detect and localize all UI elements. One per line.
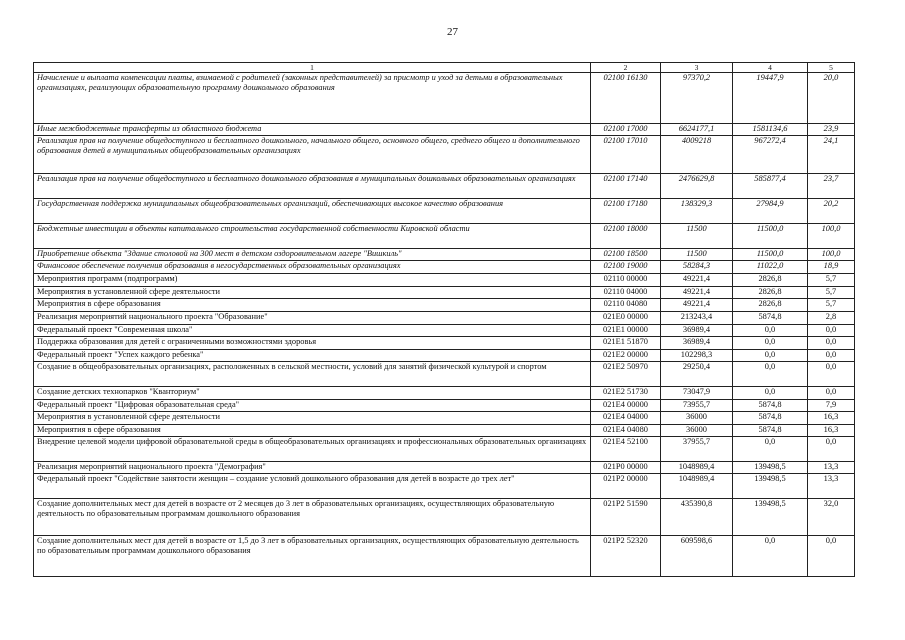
row-value-col5: 32,0 <box>808 499 855 536</box>
row-value-col3: 36989,4 <box>661 325 733 337</box>
row-value-col3: 11500 <box>661 249 733 261</box>
row-name-cell: Мероприятия в сфере образования <box>34 425 591 437</box>
row-value-col3: 609598,6 <box>661 536 733 577</box>
table-row <box>34 124 855 136</box>
row-name-cell: Федеральный проект "Современная школа" <box>34 325 591 337</box>
row-value-col5: 18,9 <box>808 261 855 274</box>
row-code-cell: 021E1 00000 <box>591 325 661 337</box>
row-value-col3: 36000 <box>661 412 733 425</box>
header-col-4: 4 <box>733 63 808 73</box>
row-name-cell: Реализация прав на получение общедоступного и бесплатного дошкольного образования в муниципальных дошкольных образовательных организациях <box>34 174 591 199</box>
row-name-cell: Внедрение целевой модели цифровой образовательной среды в общеобразовательных организациях и профессиональных образовательных организациях <box>34 437 591 462</box>
row-name-cell: Реализация мероприятий национального проекта "Образование" <box>34 312 591 325</box>
row-code-cell: 02100 17140 <box>591 174 661 199</box>
row-value-col4: 5874,8 <box>733 412 808 425</box>
row-value-col4: 11022,0 <box>733 261 808 274</box>
row-value-col5: 20,0 <box>808 73 855 124</box>
row-code-cell: 021P2 52320 <box>591 536 661 577</box>
row-value-col4: 139498,5 <box>733 462 808 474</box>
row-code-cell: 02110 00000 <box>591 274 661 287</box>
row-name-cell: Мероприятия в установленной сфере деятельности <box>34 412 591 425</box>
row-value-col3: 36989,4 <box>661 337 733 350</box>
page-number: 27 <box>447 26 458 38</box>
row-value-col3: 102298,3 <box>661 350 733 362</box>
row-value-col3: 58284,3 <box>661 261 733 274</box>
row-value-col4: 19447,9 <box>733 73 808 124</box>
row-value-col4: 585877,4 <box>733 174 808 199</box>
row-value-col5: 0,0 <box>808 337 855 350</box>
row-value-col3: 49221,4 <box>661 274 733 287</box>
row-value-col3: 49221,4 <box>661 299 733 312</box>
table-row <box>34 261 855 274</box>
row-value-col3: 29250,4 <box>661 362 733 387</box>
row-value-col5: 23,9 <box>808 124 855 136</box>
row-value-col4: 27984,9 <box>733 199 808 224</box>
row-code-cell: 02100 17180 <box>591 199 661 224</box>
row-code-cell: 021E2 51730 <box>591 387 661 400</box>
table-row <box>34 337 855 350</box>
row-value-col4: 967272,4 <box>733 136 808 174</box>
row-name-cell: Создание в общеобразовательных организациях, расположенных в сельской местности, условий для занятий физической культурой и спортом <box>34 362 591 387</box>
table-row <box>34 412 855 425</box>
row-value-col3: 49221,4 <box>661 287 733 299</box>
row-name-cell: Федеральный проект "Содействие занятости женщин – создание условий дошкольного образования для детей в возрасте до трех лет" <box>34 474 591 499</box>
row-value-col3: 4009218 <box>661 136 733 174</box>
row-value-col4: 11500,0 <box>733 224 808 249</box>
row-code-cell: 021P2 51590 <box>591 499 661 536</box>
row-value-col5: 0,0 <box>808 325 855 337</box>
row-name-cell: Реализация прав на получение общедоступного и бесплатного дошкольного, начального общего, основного общего, среднего общего и дополнительного образования детей в муниципальных общеобразовательных организациях <box>34 136 591 174</box>
table-row <box>34 362 855 387</box>
row-value-col5: 0,0 <box>808 437 855 462</box>
table-row <box>34 536 855 577</box>
row-value-col4: 2826,8 <box>733 287 808 299</box>
table-row <box>34 136 855 174</box>
row-code-cell: 02100 18000 <box>591 224 661 249</box>
row-code-cell: 021E2 00000 <box>591 350 661 362</box>
row-value-col4: 0,0 <box>733 325 808 337</box>
row-code-cell: 021E1 51870 <box>591 337 661 350</box>
row-name-cell: Создание дополнительных мест для детей в возрасте от 2 месяцев до 3 лет в образовательных организациях, осуществляющих образовательную деятельность по образовательным программам дошкольного образования <box>34 499 591 536</box>
row-value-col5: 20,2 <box>808 199 855 224</box>
row-value-col4: 0,0 <box>733 337 808 350</box>
row-name-cell: Мероприятия в сфере образования <box>34 299 591 312</box>
header-col-2: 2 <box>591 63 661 73</box>
table-row <box>34 425 855 437</box>
table-row <box>34 437 855 462</box>
table-header-row <box>34 63 855 73</box>
row-value-col5: 23,7 <box>808 174 855 199</box>
row-code-cell: 021E0 00000 <box>591 312 661 325</box>
row-value-col3: 213243,4 <box>661 312 733 325</box>
budget-table <box>33 62 855 577</box>
row-name-cell: Мероприятия программ (подпрограмм) <box>34 274 591 287</box>
row-value-col5: 100,0 <box>808 249 855 261</box>
table-row <box>34 350 855 362</box>
row-code-cell: 021E4 04080 <box>591 425 661 437</box>
row-value-col4: 0,0 <box>733 362 808 387</box>
row-code-cell: 021P2 00000 <box>591 474 661 499</box>
row-value-col5: 13,3 <box>808 462 855 474</box>
table-row <box>34 224 855 249</box>
row-name-cell: Федеральный проект "Цифровая образовательная среда" <box>34 400 591 412</box>
row-name-cell: Бюджетные инвестиции в объекты капитального строительства государственной собственности Кировской области <box>34 224 591 249</box>
row-value-col3: 6624177,1 <box>661 124 733 136</box>
header-col-5: 5 <box>808 63 855 73</box>
row-value-col5: 24,1 <box>808 136 855 174</box>
row-name-cell: Реализация мероприятий национального проекта "Демография" <box>34 462 591 474</box>
row-value-col5: 5,7 <box>808 287 855 299</box>
table-row <box>34 474 855 499</box>
row-code-cell: 021E4 52100 <box>591 437 661 462</box>
row-value-col3: 11500 <box>661 224 733 249</box>
table-row <box>34 299 855 312</box>
row-value-col4: 139498,5 <box>733 474 808 499</box>
row-value-col3: 1048989,4 <box>661 474 733 499</box>
row-value-col5: 13,3 <box>808 474 855 499</box>
table-body <box>34 73 855 577</box>
row-value-col5: 0,0 <box>808 387 855 400</box>
row-name-cell: Государственная поддержка муниципальных общеобразовательных организаций, обеспечивающих высокое качество образования <box>34 199 591 224</box>
row-value-col4: 5874,8 <box>733 400 808 412</box>
header-col-3: 3 <box>661 63 733 73</box>
row-name-cell: Поддержка образования для детей с ограниченными возможностями здоровья <box>34 337 591 350</box>
row-value-col3: 73047,9 <box>661 387 733 400</box>
table-row <box>34 387 855 400</box>
row-value-col3: 435390,8 <box>661 499 733 536</box>
row-value-col5: 100,0 <box>808 224 855 249</box>
header-col-1: 1 <box>34 63 591 73</box>
row-value-col3: 37955,7 <box>661 437 733 462</box>
row-value-col3: 2476629,8 <box>661 174 733 199</box>
row-value-col4: 0,0 <box>733 536 808 577</box>
table-row <box>34 174 855 199</box>
row-code-cell: 02100 19000 <box>591 261 661 274</box>
row-code-cell: 021E4 00000 <box>591 400 661 412</box>
row-value-col4: 0,0 <box>733 437 808 462</box>
row-name-cell: Создание детских технопарков "Кванториум" <box>34 387 591 400</box>
row-value-col5: 0,0 <box>808 362 855 387</box>
row-name-cell: Иные межбюджетные трансферты из областного бюджета <box>34 124 591 136</box>
row-value-col4: 0,0 <box>733 387 808 400</box>
row-value-col4: 2826,8 <box>733 299 808 312</box>
row-value-col5: 5,7 <box>808 299 855 312</box>
row-value-col4: 5874,8 <box>733 312 808 325</box>
table-row <box>34 400 855 412</box>
row-value-col3: 1048989,4 <box>661 462 733 474</box>
row-value-col3: 36000 <box>661 425 733 437</box>
row-code-cell: 021E4 04000 <box>591 412 661 425</box>
row-value-col3: 73955,7 <box>661 400 733 412</box>
table-row <box>34 199 855 224</box>
row-code-cell: 021P0 00000 <box>591 462 661 474</box>
row-code-cell: 02100 16130 <box>591 73 661 124</box>
row-code-cell: 02100 17000 <box>591 124 661 136</box>
row-value-col5: 2,8 <box>808 312 855 325</box>
row-value-col4: 139498,5 <box>733 499 808 536</box>
row-value-col4: 2826,8 <box>733 274 808 287</box>
table-row <box>34 274 855 287</box>
row-code-cell: 02100 18500 <box>591 249 661 261</box>
table-row <box>34 249 855 261</box>
table-row <box>34 312 855 325</box>
table-row <box>34 73 855 124</box>
row-name-cell: Создание дополнительных мест для детей в возрасте от 1,5 до 3 лет в образовательных организациях, осуществляющих образовательную деятельность по образовательным программам дошкольного образования <box>34 536 591 577</box>
row-value-col4: 0,0 <box>733 350 808 362</box>
row-value-col5: 0,0 <box>808 536 855 577</box>
row-value-col5: 16,3 <box>808 425 855 437</box>
row-name-cell: Финансовое обеспечение получения образования в негосударственных образовательных организациях <box>34 261 591 274</box>
row-value-col5: 16,3 <box>808 412 855 425</box>
row-code-cell: 021E2 50970 <box>591 362 661 387</box>
row-name-cell: Федеральный проект "Успех каждого ребенка" <box>34 350 591 362</box>
row-value-col4: 1581134,6 <box>733 124 808 136</box>
row-value-col3: 138329,3 <box>661 199 733 224</box>
row-value-col4: 11500,0 <box>733 249 808 261</box>
row-code-cell: 02110 04080 <box>591 299 661 312</box>
row-value-col5: 0,0 <box>808 350 855 362</box>
table-row <box>34 325 855 337</box>
table-row <box>34 462 855 474</box>
row-code-cell: 02110 04000 <box>591 287 661 299</box>
row-name-cell: Начисление и выплата компенсации платы, взимаемой с родителей (законных представителей) за присмотр и уход за детьми в образовательных организациях, реализующих образовательную программу дошкольного образования <box>34 73 591 124</box>
row-code-cell: 02100 17010 <box>591 136 661 174</box>
row-name-cell: Мероприятия в установленной сфере деятельности <box>34 287 591 299</box>
row-name-cell: Приобретение объекта "Здание столовой на 300 мест в детском оздоровительном лагере "Вишкиль" <box>34 249 591 261</box>
table-row <box>34 499 855 536</box>
row-value-col5: 5,7 <box>808 274 855 287</box>
row-value-col4: 5874,8 <box>733 425 808 437</box>
row-value-col5: 7,9 <box>808 400 855 412</box>
row-value-col3: 97370,2 <box>661 73 733 124</box>
table-row <box>34 287 855 299</box>
